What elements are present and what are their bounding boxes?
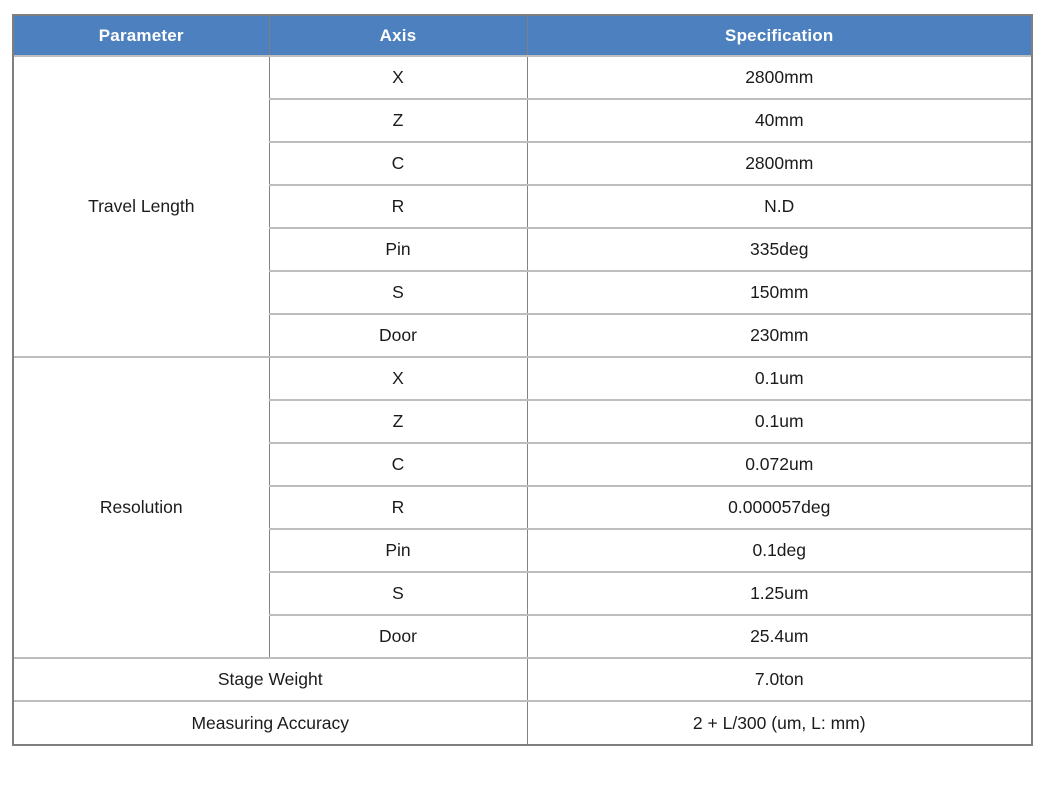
spec-cell: 40mm — [527, 99, 1031, 142]
spec-cell: 1.25um — [527, 572, 1031, 615]
axis-cell: S — [269, 572, 527, 615]
axis-cell: Z — [269, 400, 527, 443]
header-axis: Axis — [269, 16, 527, 56]
spec-cell: 230mm — [527, 314, 1031, 357]
parameter-cell-resolution: Resolution — [14, 357, 269, 658]
spec-cell: 2800mm — [527, 56, 1031, 99]
spec-cell: 150mm — [527, 271, 1031, 314]
axis-cell: C — [269, 443, 527, 486]
axis-cell: R — [269, 185, 527, 228]
axis-cell: Door — [269, 615, 527, 658]
axis-cell: Door — [269, 314, 527, 357]
header-row — [14, 16, 1031, 56]
spec-cell: N.D — [527, 185, 1031, 228]
parameter-cell-stage-weight: Stage Weight — [14, 658, 527, 701]
table-row — [14, 56, 1031, 99]
spec-cell: 2800mm — [527, 142, 1031, 185]
spec-cell: 0.072um — [527, 443, 1031, 486]
parameter-cell-travel-length: Travel Length — [14, 56, 269, 357]
table-row — [14, 357, 1031, 400]
table-row — [14, 658, 1031, 701]
spec-table-container — [12, 14, 1033, 746]
axis-cell: X — [269, 357, 527, 400]
axis-cell: C — [269, 142, 527, 185]
spec-cell: 0.1um — [527, 357, 1031, 400]
table-row — [14, 701, 1031, 744]
axis-cell: Pin — [269, 529, 527, 572]
parameter-cell-measuring-accuracy: Measuring Accuracy — [14, 701, 527, 744]
header-specification: Specification — [527, 16, 1031, 56]
header-parameter: Parameter — [14, 16, 269, 56]
axis-cell: Z — [269, 99, 527, 142]
spec-cell: 335deg — [527, 228, 1031, 271]
axis-cell: R — [269, 486, 527, 529]
spec-cell: 2 + L/300 (um, L: mm) — [527, 701, 1031, 744]
axis-cell: S — [269, 271, 527, 314]
specifications-table — [14, 16, 1031, 744]
axis-cell: X — [269, 56, 527, 99]
axis-cell: Pin — [269, 228, 527, 271]
spec-cell: 0.1um — [527, 400, 1031, 443]
spec-cell: 25.4um — [527, 615, 1031, 658]
spec-cell: 0.000057deg — [527, 486, 1031, 529]
spec-cell: 7.0ton — [527, 658, 1031, 701]
spec-cell: 0.1deg — [527, 529, 1031, 572]
